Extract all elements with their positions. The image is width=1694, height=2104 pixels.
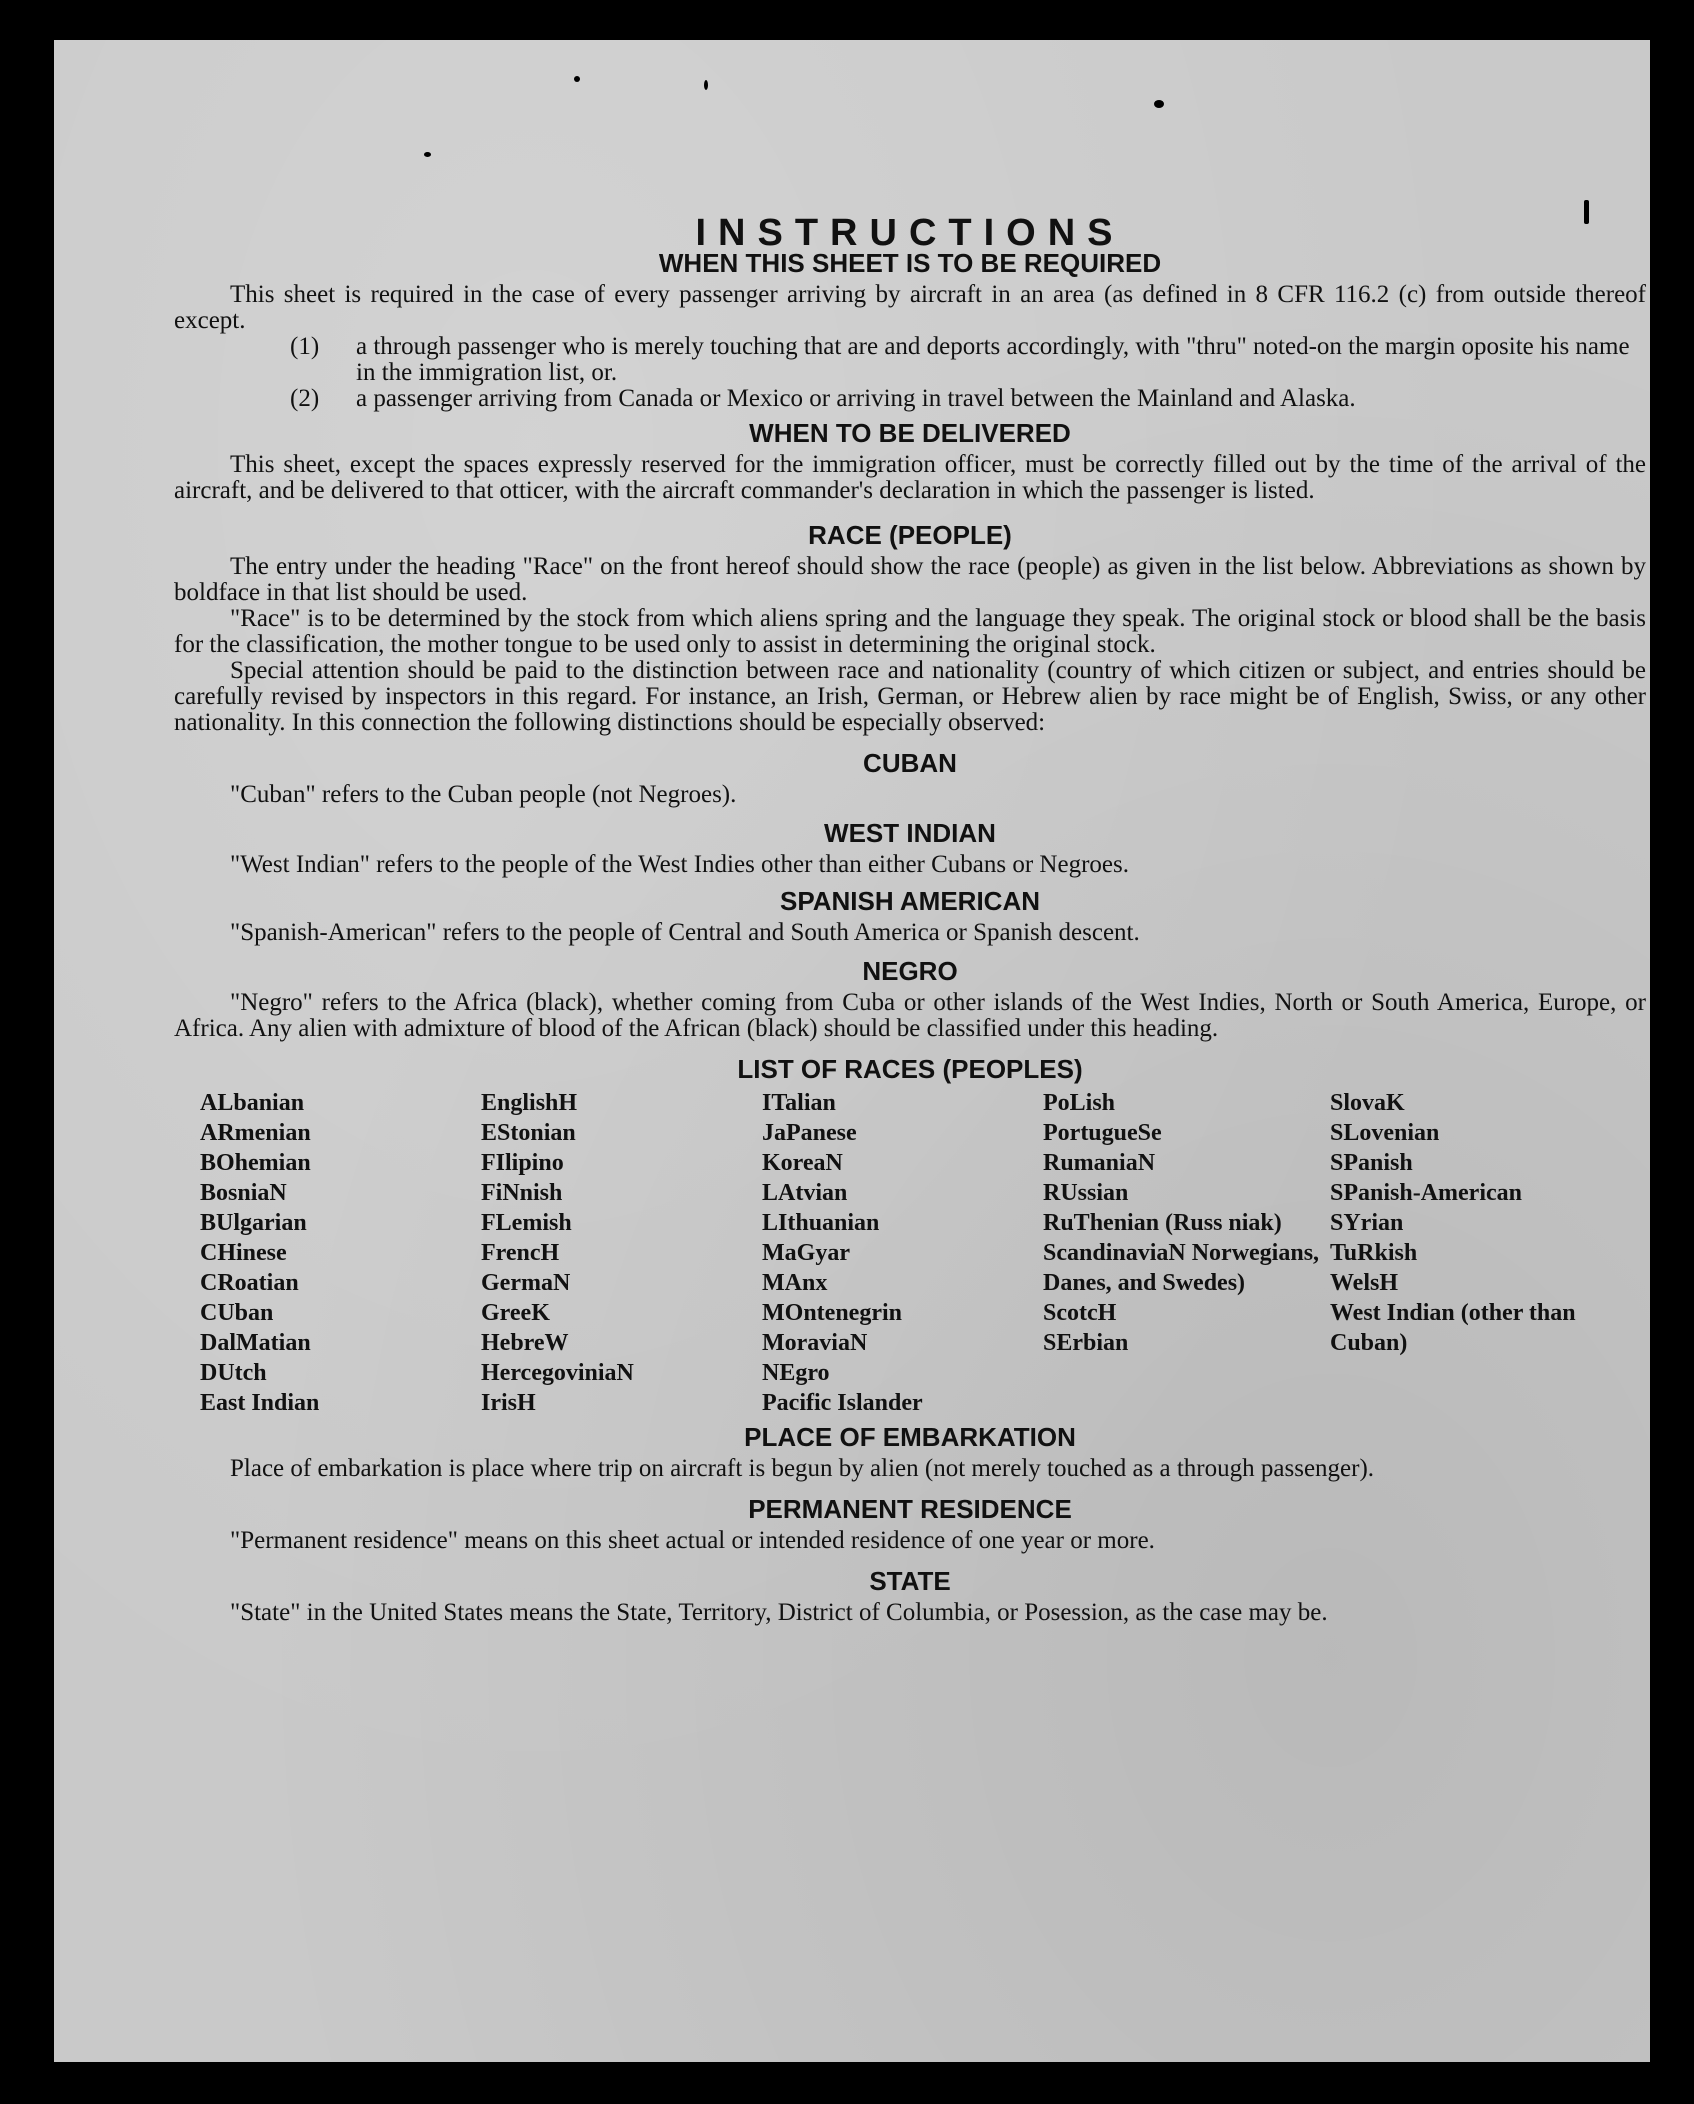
race-item: RUssian <box>1043 1180 1129 1206</box>
exception-text: a passenger arriving from Canada or Mexico or arriving in travel between the Mainland and Alaska. <box>356 385 1356 412</box>
embarkation-text: Place of embarkation is place where trip on aircraft is begun by alien (not merely touched as a through passenger). <box>230 1455 1375 1482</box>
exception-number: (1) <box>290 333 320 360</box>
section-delivered-text: This sheet, except the spaces expressly reserved for the immigration officer, must be correctly filled out by the time of the arrival of the aircraft, and be delivered to that otticer, with the aircraft commander's declaration in which the passenger is listed. <box>174 451 1646 504</box>
section-heading-race: RACE (PEOPLE) <box>808 520 1012 550</box>
scan-speck <box>1154 100 1164 108</box>
section-heading-negro: NEGRO <box>862 956 958 986</box>
races-list <box>200 1088 1646 1418</box>
race-item: LIthuanian <box>762 1210 880 1236</box>
exception-number: (2) <box>290 385 320 412</box>
race-item: SPanish <box>1330 1150 1413 1176</box>
race-item: PortugueSe <box>1043 1120 1162 1146</box>
race-item: GermaN <box>481 1270 571 1296</box>
race-item: HebreW <box>481 1330 569 1356</box>
race-item: ITalian <box>762 1090 836 1116</box>
west-indian-text: "West Indian" refers to the people of the West Indies other than either Cubans or Negroes. <box>230 851 1129 878</box>
race-item: Pacific Islander <box>762 1390 923 1416</box>
section-heading-spanish-american: SPANISH AMERICAN <box>779 886 1040 916</box>
race-item: RuThenian (Russ niak) <box>1043 1210 1282 1236</box>
race-item: DalMatian <box>200 1330 311 1356</box>
race-item: PoLish <box>1043 1090 1116 1116</box>
race-item: CHinese <box>200 1240 287 1266</box>
section-heading-delivered: WHEN TO BE DELIVERED <box>749 418 1071 448</box>
section-heading-embarkation: PLACE OF EMBARKATION <box>744 1422 1076 1452</box>
races-column-5 <box>1330 1088 1590 1418</box>
race-item: SlovaK <box>1330 1090 1405 1116</box>
section-heading-west-indian: WEST INDIAN <box>824 818 996 848</box>
scan-speck <box>574 76 580 82</box>
race-item: MoraviaN <box>762 1330 868 1356</box>
race-item: SLovenian <box>1330 1120 1440 1146</box>
races-column-4 <box>1043 1088 1330 1418</box>
race-item: IrisH <box>481 1390 536 1416</box>
races-column-1 <box>200 1088 481 1418</box>
race-item: BosniaN <box>200 1180 287 1206</box>
race-item: MaGyar <box>762 1240 850 1266</box>
race-item: ARmenian <box>200 1120 311 1146</box>
permanent-residence-text: "Permanent residence" means on this sheet actual or intended residence of one year or more. <box>230 1527 1155 1554</box>
race-item: ScotcH <box>1043 1300 1117 1326</box>
section-heading-permanent-residence: PERMANENT RESIDENCE <box>748 1494 1072 1524</box>
scan-speck <box>1584 200 1589 224</box>
race-item: FrencH <box>481 1240 560 1266</box>
race-item: GreeK <box>481 1300 550 1326</box>
scan-speck <box>424 152 431 157</box>
race-item: East Indian <box>200 1390 320 1416</box>
race-item: ALbanian <box>200 1090 305 1116</box>
race-paragraph: Special attention should be paid to the distinction between race and nationality (country of which citizen or subject, and entries should be carefully revised by inspectors in this regard. For instance, an Irish, German, or Hebrew alien by race might be of English, Swiss, or any other nationality. In this connection the following distinctions should be especially observed: <box>174 657 1646 736</box>
race-item: SYrian <box>1330 1210 1404 1236</box>
race-item: JaPanese <box>762 1120 857 1146</box>
page-title: INSTRUCTIONS <box>695 212 1125 254</box>
races-column-3 <box>762 1088 1043 1418</box>
race-item: BUlgarian <box>200 1210 307 1236</box>
race-item: CRoatian <box>200 1270 299 1296</box>
spanish-american-text: "Spanish-American" refers to the people of Central and South America or Spanish descent. <box>230 919 1140 946</box>
race-item: KoreaN <box>762 1150 843 1176</box>
race-item: CUban <box>200 1300 274 1326</box>
race-item: DUtch <box>200 1360 267 1386</box>
race-item: NEgro <box>762 1360 830 1386</box>
state-text: "State" in the United States means the State, Territory, District of Columbia, or Posession, as the case may be. <box>230 1599 1328 1626</box>
race-item: RumaniaN <box>1043 1150 1156 1176</box>
race-item: TuRkish <box>1330 1240 1418 1266</box>
races-column-2 <box>481 1088 762 1418</box>
race-item: HercegoviniaN <box>481 1360 634 1386</box>
race-item: LAtvian <box>762 1180 848 1206</box>
section-required-intro: This sheet is required in the case of every passenger arriving by aircraft in an area (as defined in 8 CFR 116.2 (c) from outside thereof except. <box>174 281 1646 334</box>
race-item: FiNnish <box>481 1180 563 1206</box>
race-item: FLemish <box>481 1210 572 1236</box>
race-item: EStonian <box>481 1120 576 1146</box>
cuban-text: "Cuban" refers to the Cuban people (not Negroes). <box>230 781 737 808</box>
section-heading-cuban: CUBAN <box>863 748 957 778</box>
document-content <box>174 180 1646 1626</box>
race-item: ScandinaviaN Norwegians, Danes, and Swedes) <box>1043 1240 1320 1296</box>
race-item: EnglishH <box>481 1090 578 1116</box>
race-item: BOhemian <box>200 1150 311 1176</box>
section-heading-required: WHEN THIS SHEET IS TO BE REQUIRED <box>658 248 1162 278</box>
race-item: SPanish-American <box>1330 1180 1522 1206</box>
scan-speck <box>704 80 708 90</box>
race-item: MOntenegrin <box>762 1300 902 1326</box>
races-heading: LIST OF RACES (PEOPLES) <box>737 1054 1083 1084</box>
race-item: West Indian (other than Cuban) <box>1330 1300 1576 1356</box>
exception-text: a through passenger who is merely touching that are and deports accordingly, with "thru" noted-on the margin oposite his name in the immigration list, or. <box>356 333 1630 386</box>
race-item: SErbian <box>1043 1330 1129 1356</box>
race-paragraph: The entry under the heading "Race" on the front hereof should show the race (people) as given in the list below. Abbreviations as shown by boldface in that list should be used. <box>174 553 1646 606</box>
exception-item-1 <box>290 334 1646 386</box>
negro-text: "Negro" refers to the Africa (black), whether coming from Cuba or other islands of the West Indies, North or South America, Europe, or Africa. Any alien with admixture of blood of the African (black) should be classified under this heading. <box>174 989 1646 1042</box>
race-item: FIlipino <box>481 1150 564 1176</box>
race-item: WelsH <box>1330 1270 1399 1296</box>
race-paragraph: "Race" is to be determined by the stock from which aliens spring and the language they speak. The original stock or blood shall be the basis for the classification, the mother tongue to be used only to assist in determining the original stock. <box>174 605 1646 658</box>
race-item: MAnx <box>762 1270 828 1296</box>
section-heading-state: STATE <box>869 1566 951 1596</box>
exception-item-2 <box>290 386 1646 412</box>
document-page <box>54 40 1650 2062</box>
